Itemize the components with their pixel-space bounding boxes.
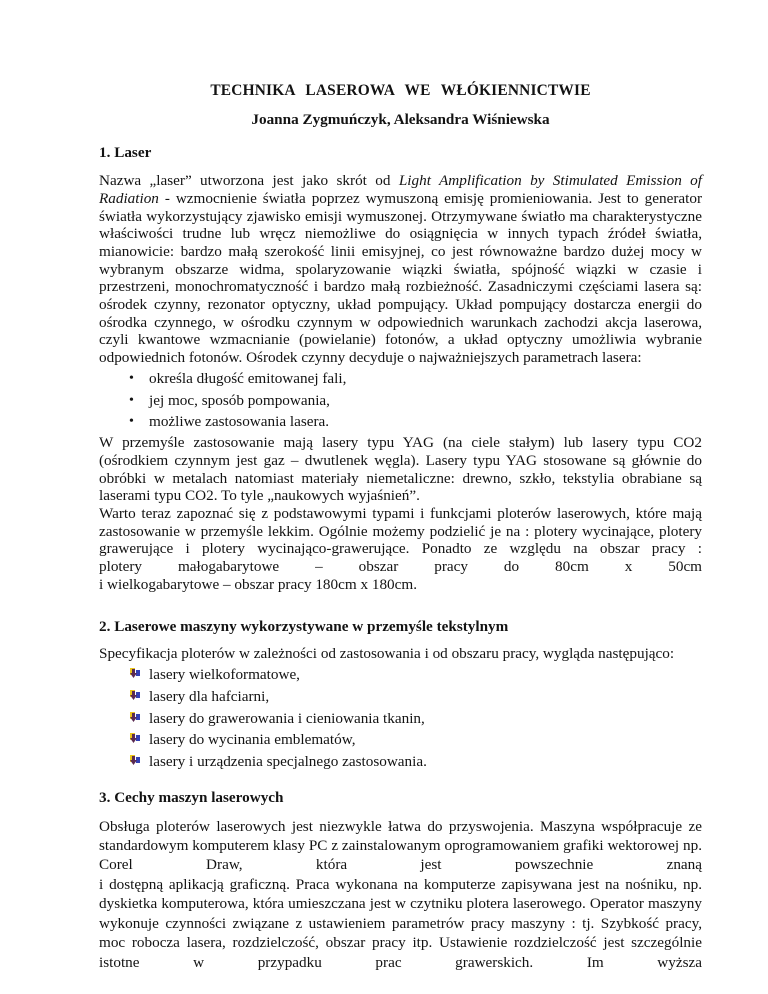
paragraph-text: Nazwa „laser” utworzona jest jako skrót od <box>99 172 399 190</box>
arrow-bullet-icon <box>129 664 145 686</box>
laser-types-list <box>99 664 702 773</box>
list-item-label: określa długość emitowanej fali, <box>149 369 347 387</box>
bullet-icon: • <box>129 370 134 386</box>
list-item <box>99 686 702 708</box>
paragraph-text: i dostępną aplikacją graficzną. Praca wykonana na komputerze zapisywana jest na nośniku, np. dyskietka komputerowa, która umieszczana jest w czytniku plotera laserowego. Operator maszyny wykonuje czynności związane z ustawieniem parametrów pracy maszyny : tj. Szybkość pracy, moc robocza lasera, rozdzielczość, obszar pracy itp. Ustawienie rozdzielczość jest szczególnie istotne w przypadku prac grawerskich. Im wyższa <box>99 875 702 971</box>
paragraph-text: - wzmocnienie światła poprzez wymuszoną emisję promieniowania. Jest to generator światła wykorzystujący zjawisko emisji wymuszonej. Otrzymywane światło ma charakterystyczne właściwości trudne lub wręcz niemożliwe do osiągnięcia w innych typach źródeł światła, mianowicie: bardzo małą szerokość linii emisyjnej, co jest równoważne bardzo dużej mocy w wybranym obszarze widma, spolaryzowanie wiązki światła, spójność wiązki w czasie i przestrzeni, monochromatyczność i bardzo małą rozbieżność. Zasadniczymi częściami lasera są: ośrodek czynny, rezonator optyczny, układ pompujący. Układ pompujący dostarcza energii do ośrodka czynnego, w ośrodku czynnym w odpowiednich warunkach zachodzi akcja laserowa, czyli kwantowe wzmacnianie (powielanie) fotonów, a układ optyczny umożliwia wybranie odpowiednich fotonów. Ośrodek czynny decyduje o najważniejszych parametrach lasera: <box>99 189 702 367</box>
arrow-bullet-icon <box>129 708 145 730</box>
paragraph-text: Obsługa ploterów laserowych jest niezwykle łatwa do przyswojenia. Maszyna współpracuje ze standardowym komputerem klasy PC z zainstalowanym oprogramowaniem grafiki wektorowej np. Corel Draw, która jest powszechnie znaną <box>99 817 702 874</box>
arrow-bullet-icon <box>129 729 145 751</box>
list-item <box>99 390 702 412</box>
section-1-paragraph-2: W przemyśle zastosowanie mają lasery typu YAG (na ciele stałym) lub lasery typu CO2 (ośrodkiem czynnym jest gaz – dwutlenek węgla). Lasery typu YAG stosowane są głównie do obróbki w metalach natomiast materiały niemetaliczne: drewno, szkło, tekstylia obrabiane są laserami typu CO2. To tyle „naukowych wyjaśnień”. <box>99 434 702 505</box>
section-2-intro: Specyfikacja ploterów w zależności od zastosowania i od obszaru pracy, wygląda następująco: <box>99 645 675 663</box>
list-item-label: lasery do grawerowania i cieniowania tkanin, <box>149 709 425 727</box>
section-1-paragraph-1 <box>99 172 702 367</box>
section-3-paragraph <box>99 817 702 972</box>
bullet-icon: • <box>129 392 134 408</box>
paragraph-last-line: i wielkogabarytowe – obszar pracy 180cm x 180cm. <box>99 575 417 593</box>
document-title: TECHNIKA LASEROWA WE WŁÓKIENNICTWIE <box>210 82 591 99</box>
section-1-heading: 1. Laser <box>99 144 152 162</box>
list-item-label: lasery dla hafciarni, <box>149 687 270 705</box>
list-item <box>99 664 702 686</box>
bullet-icon: • <box>129 414 134 430</box>
laser-properties-list <box>99 368 702 433</box>
list-item <box>99 729 702 751</box>
list-item-label: możliwe zastosowania lasera. <box>149 413 330 431</box>
list-item <box>99 708 702 730</box>
list-item-label: lasery i urządzenia specjalnego zastosowania. <box>149 753 427 771</box>
forced-justified-line: plotery małogabarytowe – obszar pracy do 80cm x 50cm <box>99 558 702 576</box>
paragraph-text: Warto teraz zapoznać się z podstawowymi typami i funkcjami ploterów laserowych, które mają zastosowanie w przemyśle lekkim. Ogólnie możemy podzielić je na : plotery wycinające, plotery grawerujące i plotery wycinająco-grawerujące. Ponadto ze względu na obszar pracy : <box>99 505 702 558</box>
document-authors: Joanna Zygmuńczyk, Aleksandra Wiśniewska <box>251 110 550 128</box>
list-item-label: lasery wielkoformatowe, <box>149 665 300 683</box>
section-1-paragraph-3 <box>99 505 702 594</box>
arrow-bullet-icon <box>129 686 145 708</box>
list-item <box>99 411 702 433</box>
arrow-bullet-icon <box>129 751 145 773</box>
section-2-heading: 2. Laserowe maszyny wykorzystywane w przemyśle tekstylnym <box>99 617 509 635</box>
list-item-label: jej moc, sposób pompowania, <box>149 391 330 409</box>
list-item <box>99 368 702 390</box>
document-content <box>99 82 702 972</box>
italic-phrase: Light Amplification by Stimulated Emission of Radiation <box>99 172 702 207</box>
section-3-heading: 3. Cechy maszyn laserowych <box>99 788 284 806</box>
list-item <box>99 751 702 773</box>
list-item-label: lasery do wycinania emblematów, <box>149 731 356 749</box>
